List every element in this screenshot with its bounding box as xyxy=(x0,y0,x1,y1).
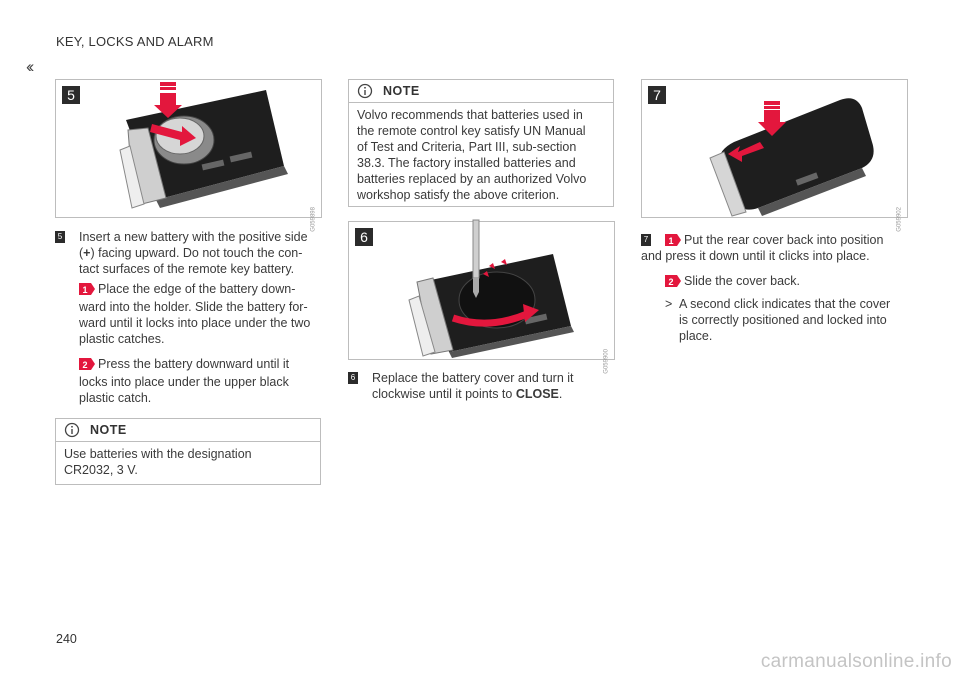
figure-step-badge: 5 xyxy=(62,86,80,104)
info-icon xyxy=(357,83,373,104)
info-icon xyxy=(64,422,80,443)
figure-step-7 xyxy=(641,79,908,232)
plus-sign: + xyxy=(83,246,91,260)
watermark: carmanualsonline.info xyxy=(760,651,952,672)
section-title: KEY, LOCKS AND ALARM xyxy=(56,34,214,49)
result-marker: > xyxy=(665,297,673,311)
svg-text:1: 1 xyxy=(82,285,88,295)
svg-text:1: 1 xyxy=(668,236,674,246)
red-callout-1-icon xyxy=(79,283,95,299)
figure-code: G059898 xyxy=(311,207,317,232)
step-number-badge: 7 xyxy=(641,234,651,246)
key-cover-close-illustration xyxy=(349,222,614,359)
figure-step-5 xyxy=(55,79,322,232)
step-5-text-line: tact surfaces of the remote key battery. xyxy=(79,262,295,276)
note-body: Volvo recommends that batteries used in the remote control key satisfy UN Manual of Test and Criteria, Part III, sub-section 38.3. The factory installed batteries and batteries replaced by an authorized Volvo workshop satisfy the above criterion. xyxy=(357,108,587,202)
svg-text:2: 2 xyxy=(668,277,674,287)
step-7: 7 1 Put the rear cover back into position xyxy=(641,232,911,266)
figure-step-6 xyxy=(348,221,615,374)
step-7-continuation: and press it down until it clicks into place. xyxy=(641,249,870,263)
note-body: Use batteries with the designation CR2032, 3 V. xyxy=(64,447,252,477)
substep-2: 2 Press the battery downward until it locks into place under the upper black plastic catch. xyxy=(79,357,290,405)
figure-code: G059902 xyxy=(897,207,903,232)
note-header xyxy=(56,419,320,442)
note-header xyxy=(349,80,613,103)
red-callout-2-icon xyxy=(665,275,681,291)
double-chevron-left-icon[interactable]: ‹‹ xyxy=(26,57,32,76)
step-5 xyxy=(55,229,325,279)
result-bullet: > A second click indicates that the cover is correctly positioned and locked into place. xyxy=(665,297,891,343)
step-5-text-line: (+) facing upward. Do not touch the con- xyxy=(79,246,303,260)
figure-step-badge: 6 xyxy=(355,228,373,246)
step-6: 6 Replace the battery cover and turn it clockwise until it points to CLOSE. xyxy=(348,370,618,404)
close-label: CLOSE xyxy=(515,387,559,401)
key-rear-cover-illustration xyxy=(642,80,907,217)
note-box-battery-standard xyxy=(348,79,614,207)
svg-text:2: 2 xyxy=(82,360,88,370)
page-number: 240 xyxy=(56,632,77,646)
key-battery-insert-illustration xyxy=(56,80,321,217)
red-callout-2-icon xyxy=(79,358,95,374)
step-number-badge: 5 xyxy=(55,231,65,243)
step-5-text-line: Insert a new battery with the positive side xyxy=(79,230,308,244)
note-title: NOTE xyxy=(90,423,127,437)
note-box-battery-type xyxy=(55,418,321,485)
figure-step-badge: 7 xyxy=(648,86,666,104)
figure-code: G059900 xyxy=(604,349,610,374)
substep-2: 2 Slide the cover back. xyxy=(665,273,905,291)
note-title: NOTE xyxy=(383,84,420,98)
substep-1: 1 Place the edge of the battery down- ward into the holder. Slide the battery for- ward until it locks into place under the two plastic catches. xyxy=(79,282,311,346)
step-number-badge: 6 xyxy=(348,372,358,384)
